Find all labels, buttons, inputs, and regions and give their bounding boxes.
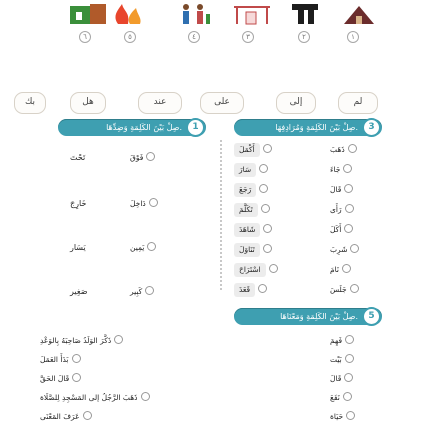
row-word: تَنَاوَلَ — [234, 243, 260, 257]
match-dot[interactable] — [350, 244, 359, 253]
word-chips — [0, 92, 430, 116]
opposite-row — [130, 151, 155, 165]
boy-picture-icon — [288, 2, 322, 26]
opposite-word: تَحْتَ — [70, 153, 86, 162]
word-chip: على — [200, 92, 244, 114]
match-dot[interactable] — [259, 184, 268, 193]
meaning-row — [40, 391, 150, 405]
row-word: فَهِمَ — [330, 336, 343, 345]
match-dot[interactable] — [259, 164, 268, 173]
match-dot[interactable] — [261, 204, 270, 213]
meaning-row — [40, 334, 123, 348]
meaning-row — [330, 353, 354, 367]
opposite-row — [130, 241, 156, 255]
row-word: ذَهَبَ — [330, 145, 345, 154]
row-word: بَيْت — [330, 355, 342, 364]
meaning-row — [330, 410, 355, 424]
synonym-row — [234, 263, 278, 277]
row-word: فَوْقَ — [130, 153, 144, 162]
synonym-row — [330, 143, 357, 157]
match-dot[interactable] — [342, 264, 351, 273]
opposite-word: صَغِير — [70, 287, 88, 296]
section-3-number: 3 — [362, 118, 381, 137]
match-dot[interactable] — [343, 164, 352, 173]
section-3-title: صِلْ بَيْنَ الكَلِمَةِ وَمُرَادِفِهَا. — [275, 123, 358, 132]
row-word: تَكَلَّمَ — [234, 203, 258, 217]
opposite-row — [130, 197, 158, 211]
section-5-banner — [234, 308, 382, 325]
row-word: سَارَ — [234, 163, 256, 177]
row-word: رَأَى — [330, 205, 342, 214]
opposite-word: يَسَار — [70, 243, 86, 252]
word-chip: إلى — [276, 92, 316, 114]
row-word: قَالَ — [330, 185, 342, 194]
section-5-number: 5 — [362, 307, 381, 326]
synonym-row — [234, 283, 267, 297]
fire-picture-icon — [110, 2, 146, 26]
picture-number: ١ — [347, 31, 359, 43]
family-picture-icon — [178, 2, 212, 26]
row-word: قَالَ — [330, 374, 342, 383]
row-word: حَيَاة — [330, 412, 344, 421]
picture-number: ٢ — [298, 31, 310, 43]
match-dot[interactable] — [263, 144, 272, 153]
synonym-row — [234, 143, 272, 157]
meaning-row — [40, 372, 81, 386]
picture-number: ٦ — [79, 31, 91, 43]
match-dot[interactable] — [344, 373, 353, 382]
house-picture-icon — [68, 2, 108, 26]
synonym-row — [330, 163, 352, 177]
match-dot[interactable] — [344, 184, 353, 193]
synonym-row — [234, 243, 272, 257]
match-dot[interactable] — [72, 354, 81, 363]
row-word: شَرِبَ — [330, 245, 348, 254]
row-phrase: ذَهَبَ الرَّجُلُ إلى المَسْجِدِ لِلصَّلَاة — [40, 393, 138, 402]
match-dot[interactable] — [83, 411, 92, 420]
word-chip: عند — [138, 92, 182, 114]
match-dot[interactable] — [350, 284, 359, 293]
row-phrase: ذَكَّرَ الوَلَدُ صَاحِبَهُ بِالوَعْدِ — [40, 336, 112, 345]
row-word: رَجَعَ — [234, 183, 256, 197]
meaning-row — [330, 391, 352, 405]
section-1-title: صِلْ بَيْنَ الكَلِمَةِ وَضِدِّهَا. — [106, 123, 182, 132]
row-word: جَاءَ — [330, 165, 341, 174]
match-dot[interactable] — [149, 198, 158, 207]
meaning-row — [330, 372, 353, 386]
word-chip: بك — [14, 92, 46, 114]
section-1-number: 1 — [186, 118, 205, 137]
row-word: يَمِين — [130, 243, 145, 252]
synonym-row — [234, 163, 268, 177]
row-phrase: بَدَأَ العَمَلَ — [40, 355, 69, 364]
synonym-row — [330, 243, 359, 257]
picture-strip — [0, 0, 430, 48]
section-1-banner — [58, 119, 206, 136]
match-dot[interactable] — [147, 242, 156, 251]
picture-number: ٥ — [124, 31, 136, 43]
tent-picture-icon — [342, 2, 376, 26]
synonym-row — [330, 223, 353, 237]
meaning-row — [40, 410, 92, 424]
match-dot[interactable] — [146, 152, 155, 161]
synonym-row — [234, 223, 272, 237]
match-dot[interactable] — [263, 244, 272, 253]
match-dot[interactable] — [343, 392, 352, 401]
word-chip: لم — [338, 92, 378, 114]
column-divider — [220, 140, 222, 290]
picture-number: ٣ — [242, 31, 254, 43]
match-dot[interactable] — [141, 392, 150, 401]
match-dot[interactable] — [114, 335, 123, 344]
section-5-title: صِلْ بَيْنَ الكَلِمَةِ وَمَعْنَاهَا. — [280, 312, 358, 321]
section-3-banner — [234, 119, 382, 136]
tree-picture-icon — [232, 2, 274, 26]
match-dot[interactable] — [344, 224, 353, 233]
opposite-word: خَارِجَ — [70, 199, 87, 208]
meaning-row — [40, 353, 81, 367]
word-chip: هل — [70, 92, 106, 114]
match-dot[interactable] — [269, 264, 278, 273]
row-word: نَفَعَ — [330, 393, 340, 402]
row-word: كَبِير — [130, 287, 143, 296]
row-word: نَامَ — [330, 265, 340, 274]
synonym-row — [234, 183, 268, 197]
synonym-row — [234, 203, 270, 217]
match-dot[interactable] — [345, 354, 354, 363]
row-phrase: عَرَفَ المَعْنَى — [40, 412, 80, 421]
match-dot[interactable] — [348, 144, 357, 153]
row-word: شَاهَدَ — [234, 223, 260, 237]
row-phrase: قَالَ الحَقَّ — [40, 374, 70, 383]
synonym-row — [330, 263, 351, 277]
match-dot[interactable] — [346, 411, 355, 420]
match-dot[interactable] — [145, 286, 154, 295]
row-word: أَكَلَ — [330, 225, 342, 234]
row-word: جَلَسَ — [330, 285, 347, 294]
synonym-row — [330, 283, 359, 297]
opposite-row — [130, 285, 154, 299]
row-word: قَعَدَ — [234, 283, 255, 297]
match-dot[interactable] — [258, 284, 267, 293]
synonym-row — [330, 183, 353, 197]
row-word: اسْتَرَاحَ — [234, 263, 266, 277]
match-dot[interactable] — [345, 204, 354, 213]
picture-number: ٤ — [188, 31, 200, 43]
row-word: أَكْمَلَ — [234, 143, 260, 157]
match-dot[interactable] — [263, 224, 272, 233]
meaning-row — [330, 334, 354, 348]
row-word: دَاخِلَ — [130, 199, 146, 208]
match-dot[interactable] — [345, 335, 354, 344]
match-dot[interactable] — [72, 373, 81, 382]
synonym-row — [330, 203, 354, 217]
